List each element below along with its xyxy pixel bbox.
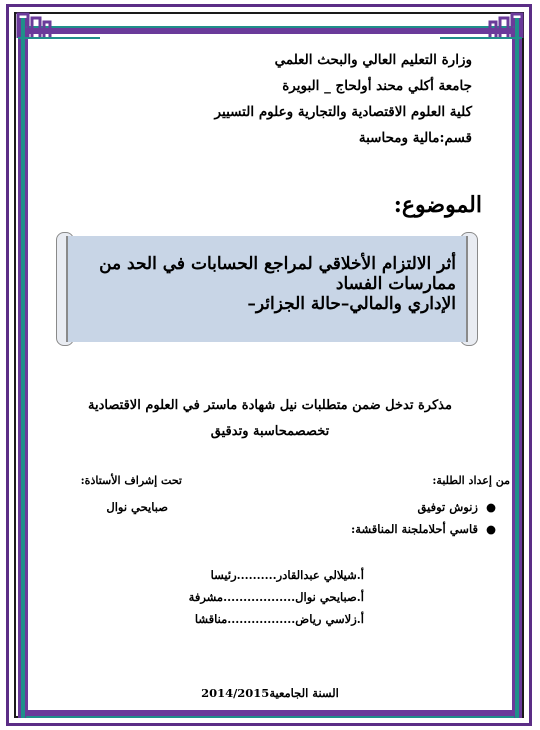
memo-purpose: مذكرة تدخل ضمن متطلبات نيل شهادة ماستر في العلوم الاقتصادية xyxy=(88,398,452,413)
jury-member-president: أ.شيلالي عبدالقادر..........رئيسا xyxy=(210,568,364,582)
bullet-icon: ● xyxy=(477,500,496,514)
supervisor-name: صبايحي نوال xyxy=(106,500,168,514)
bullet-icon: ● xyxy=(477,522,496,536)
left-border-pillar xyxy=(18,18,28,718)
list-item xyxy=(418,500,496,514)
thesis-title-line-2: الإداري والمالي–حالة الجزائر– xyxy=(247,294,456,314)
jury-member-examiner: أ.زلاسي رياض.................مناقشا xyxy=(194,612,364,626)
students-label: من إعداد الطلبة: xyxy=(432,474,510,487)
department-name: قسم:مالية ومحاسبة xyxy=(358,130,472,146)
academic-year: السنة الجامعية2014/2015 xyxy=(201,686,339,700)
university-name: جامعة أكلي محند أولحاج _ البويرة xyxy=(282,78,472,94)
right-border-pillar xyxy=(512,18,522,718)
thesis-title-line-1: أثر الالتزام الأخلاقي لمراجع الحسابات في الحد من ممارسات الفساد xyxy=(99,254,456,294)
corner-ornament-icon xyxy=(436,8,526,42)
subject-label: الموضوع: xyxy=(393,192,482,218)
corner-ornament-icon xyxy=(14,8,104,42)
supervisor-label: تحت إشراف الأستاذة: xyxy=(80,474,182,487)
bottom-border-bar xyxy=(26,710,514,718)
title-scroll xyxy=(48,228,486,346)
faculty-name: كلية العلوم الاقتصادية والتجارية وعلوم التسيير xyxy=(214,104,472,120)
list-item xyxy=(351,522,496,536)
student-name: زنوش توفيق xyxy=(417,500,478,514)
memo-specialty: تخصصمحاسبة وتدقيق xyxy=(210,424,330,439)
jury-member-supervisor: أ.صبايحي نوال..................مشرفة xyxy=(188,590,364,604)
student-name: قاسي أحلاملجنة المناقشة: xyxy=(351,522,478,536)
title-box xyxy=(66,236,468,342)
ministry-name: وزارة التعليم العالي والبحث العلمي xyxy=(274,52,472,68)
